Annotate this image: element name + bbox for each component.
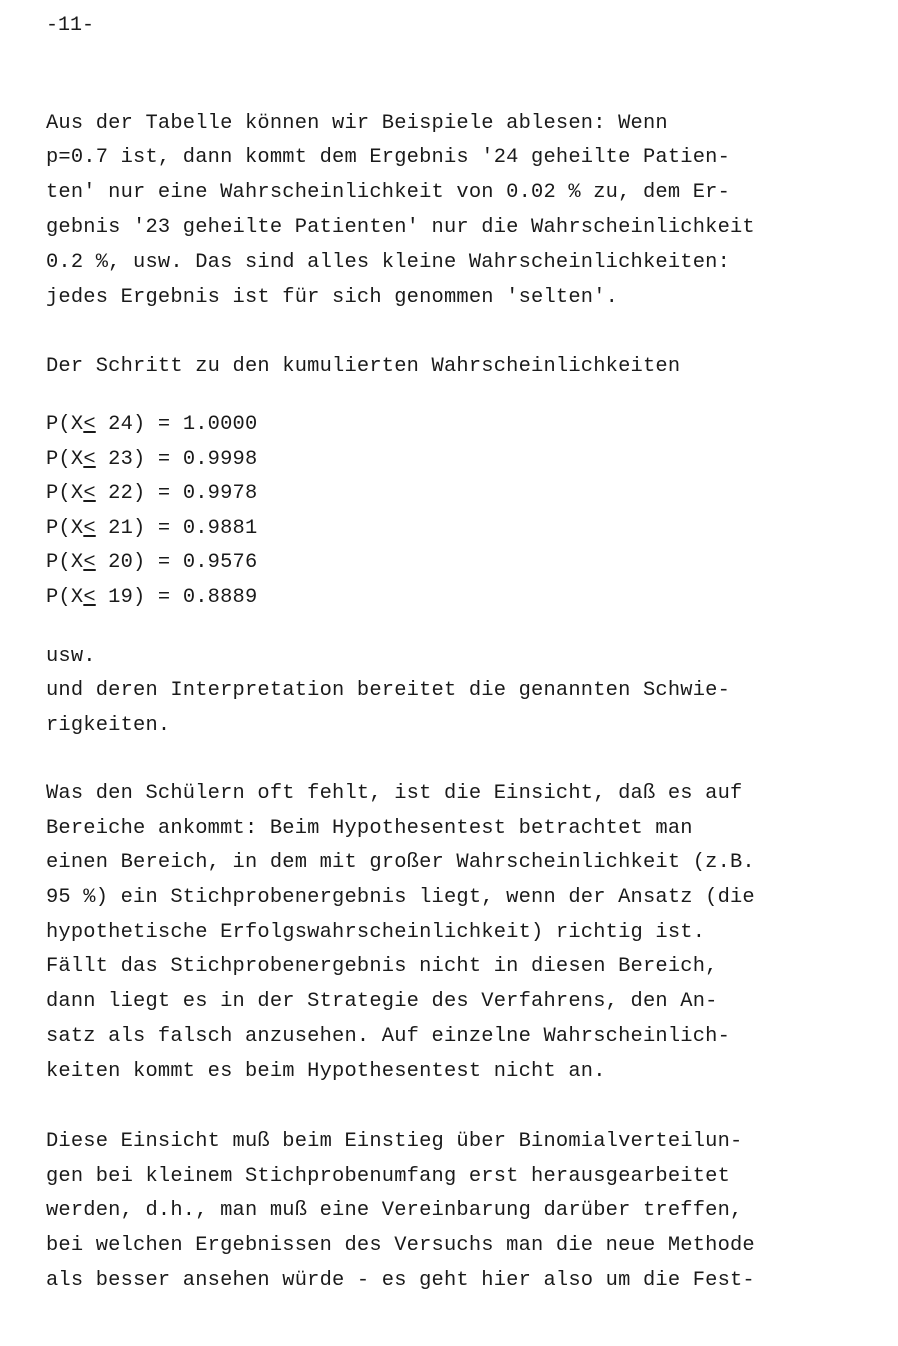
less-equal-sign: < — [83, 517, 96, 540]
prob-prefix: P(X — [46, 551, 84, 574]
prob-prefix: P(X — [46, 448, 84, 471]
less-equal-sign: < — [83, 413, 96, 436]
text-line: Bereiche ankommt: Beim Hypothesentest betrachtet man — [46, 817, 693, 840]
text-line: Was den Schülern oft fehlt, ist die Einsicht, daß es auf — [46, 782, 743, 805]
prob-k: 21) = — [95, 517, 183, 540]
text-line: jedes Ergebnis ist für sich genommen 'selten'. — [46, 286, 619, 309]
text-line: dann liegt es in der Strategie des Verfahrens, den An- — [46, 990, 718, 1013]
text-line: gen bei kleinem Stichprobenumfang erst herausgearbeitet — [46, 1165, 731, 1188]
prob-k: 23) = — [95, 448, 183, 471]
probability-row — [46, 413, 257, 437]
probability-row — [46, 482, 257, 506]
text-line: gebnis '23 geheilte Patienten' nur die Wahrscheinlichkeit — [46, 216, 755, 239]
prob-value: 0.9998 — [182, 448, 258, 471]
prob-value: 0.9576 — [182, 551, 258, 574]
text-line: usw. — [46, 645, 96, 668]
page-number: -11- — [46, 14, 95, 37]
prob-k: 24) = — [95, 413, 183, 436]
prob-prefix: P(X — [46, 517, 84, 540]
text-line: 95 %) ein Stichprobenergebnis liegt, wenn der Ansatz (die — [46, 886, 755, 909]
text-line: hypothetische Erfolgswahrscheinlichkeit) richtig ist. — [46, 921, 706, 944]
text-line: satz als falsch anzusehen. Auf einzelne Wahrscheinlich- — [46, 1025, 731, 1048]
text-line: ten' nur eine Wahrscheinlichkeit von 0.02 % zu, dem Er- — [46, 181, 731, 204]
prob-value: 0.9881 — [182, 517, 258, 540]
less-equal-sign: < — [83, 448, 96, 471]
prob-prefix: P(X — [46, 586, 84, 609]
text-line: Aus der Tabelle können wir Beispiele ablesen: Wenn — [46, 112, 668, 135]
text-line: Diese Einsicht muß beim Einstieg über Binomialverteilun- — [46, 1130, 743, 1153]
text-line: als besser ansehen würde - es geht hier also um die Fest- — [46, 1269, 755, 1292]
prob-prefix: P(X — [46, 413, 84, 436]
prob-prefix: P(X — [46, 482, 84, 505]
text-line: Der Schritt zu den kumulierten Wahrscheinlichkeiten — [46, 355, 681, 378]
probability-row — [46, 517, 257, 541]
prob-value: 0.8889 — [182, 586, 258, 609]
probability-row — [46, 448, 257, 472]
less-equal-sign: < — [83, 482, 96, 505]
text-line: bei welchen Ergebnissen des Versuchs man die neue Methode — [46, 1234, 755, 1257]
text-line: rigkeiten. — [46, 714, 171, 737]
prob-value: 0.9978 — [182, 482, 258, 505]
less-equal-sign: < — [83, 551, 96, 574]
probability-row — [46, 551, 257, 575]
prob-k: 20) = — [95, 551, 183, 574]
text-line: und deren Interpretation bereitet die genannten Schwie- — [46, 679, 731, 702]
text-line: einen Bereich, in dem mit großer Wahrscheinlichkeit (z.B. — [46, 851, 755, 874]
prob-k: 19) = — [95, 586, 183, 609]
text-line: werden, d.h., man muß eine Vereinbarung darüber treffen, — [46, 1199, 743, 1222]
text-line: p=0.7 ist, dann kommt dem Ergebnis '24 geheilte Patien- — [46, 146, 731, 169]
text-line: 0.2 %, usw. Das sind alles kleine Wahrscheinlichkeiten: — [46, 251, 731, 274]
prob-k: 22) = — [95, 482, 183, 505]
prob-value: 1.0000 — [182, 413, 258, 436]
text-line: Fällt das Stichprobenergebnis nicht in diesen Bereich, — [46, 955, 718, 978]
probability-row — [46, 586, 257, 610]
text-line: keiten kommt es beim Hypothesentest nicht an. — [46, 1060, 606, 1083]
less-equal-sign: < — [83, 586, 96, 609]
